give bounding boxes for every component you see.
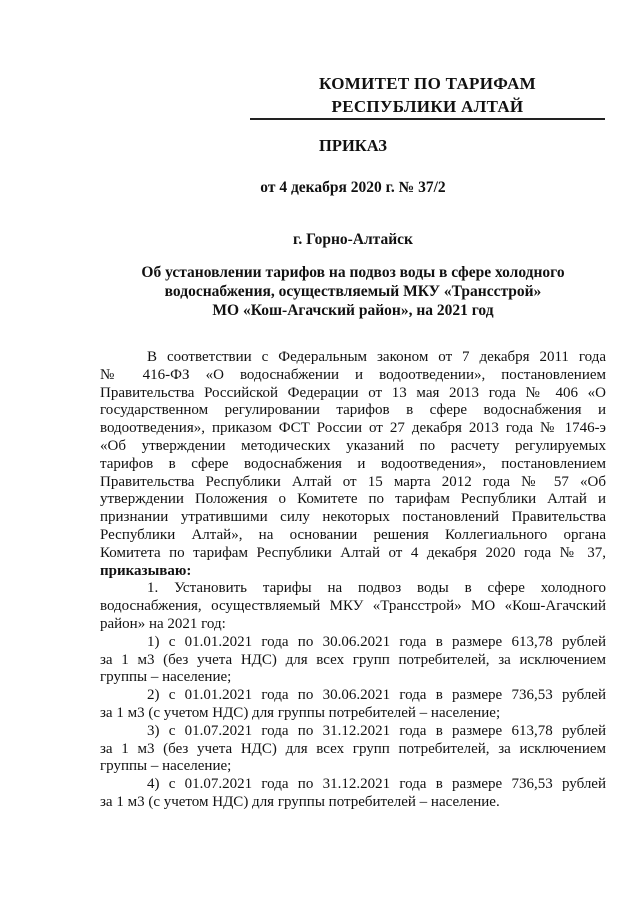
preamble-line: № 416-ФЗ «О водоснабжении и водоотведении», постановлением [100,366,606,383]
city: г. Горно-Алтайск [293,231,413,248]
subitem-line: за 1 м3 (без учета НДС) для всех групп потребителей, за исключением [100,651,606,668]
title-line: Об установлении тарифов на подвоз воды в сфере холодного [141,264,565,281]
title-line: МО «Кош-Агачский район», на 2021 год [212,302,494,319]
subitem-line: группы – население; [100,669,232,686]
republic-name: РЕСПУБЛИКИ АЛТАЙ [331,97,524,116]
subitem-line: группы – население; [100,758,232,775]
preamble-line: В соответствии с Федеральным законом от 7 декабря 2011 года [147,349,606,365]
preamble-line: признании утратившими силу некоторых постановлений Правительства [100,509,606,526]
subitem-line: за 1 м3 (с учетом НДС) для группы потребителей – население; [100,704,501,721]
preamble-line: «Об утверждении методических указаний по расчету регулируемых [100,437,606,454]
subitem-line: 3) с 01.07.2021 года по 31.12.2021 года в размере 613,78 рублей [147,722,606,739]
preamble-line: Правительства Республики Алтай от 15 марта 2012 года № 57 «Об [100,473,606,490]
document-title [100,263,606,320]
header-divider [250,118,605,120]
preamble-line: Правительства Российской Федерации от 13 мая 2013 года № 406 «О [100,384,606,401]
title-line: водоснабжения, осуществляемый МКУ «Трансстрой» [164,283,542,300]
subitem-line: за 1 м3 (с учетом НДС) для группы потребителей – население. [100,793,500,810]
item1-line: водоснабжения, осуществляемый МКУ «Трансстрой» МО «Кош-Агачский [100,598,606,615]
order-word: приказываю: [100,562,192,579]
preamble-line: Республики Алтай», на основании решения Коллегиального органа [100,526,606,543]
subitem-line: за 1 м3 (без учета НДС) для всех групп потребителей, за исключением [100,740,606,757]
doc-type: ПРИКАЗ [319,136,387,155]
preamble-line: государственном регулировании тарифов в сфере водоснабжения и [100,402,606,419]
preamble-line: утверждении Положения о Комитете по тарифам Республики Алтай и [100,491,606,508]
item1-line: 1. Установить тарифы на подвоз воды в сфере холодного [147,580,606,597]
subitem-line: 2) с 01.01.2021 года по 30.06.2021 года в размере 736,53 рублей [147,687,606,704]
preamble-line: водоотведения», приказом ФСТ России от 27 декабря 2013 года № 1746-э [100,420,606,437]
committee-name: КОМИТЕТ ПО ТАРИФАМ [319,74,536,93]
subitem-line: 4) с 01.07.2021 года по 31.12.2021 года в размере 736,53 рублей [147,776,606,793]
date-number: от 4 декабря 2020 г. № 37/2 [260,179,446,196]
preamble-line: тарифов в сфере водоснабжения и водоотведения», постановлением [100,455,606,472]
item1-line: район» на 2021 год: [100,615,226,632]
subitem-line: 1) с 01.01.2021 года по 30.06.2021 года в размере 613,78 рублей [147,633,606,650]
preamble-line: Комитета по тарифам Республики Алтай от 4 декабря 2020 года № 37, [100,544,606,561]
document-body [100,349,606,812]
